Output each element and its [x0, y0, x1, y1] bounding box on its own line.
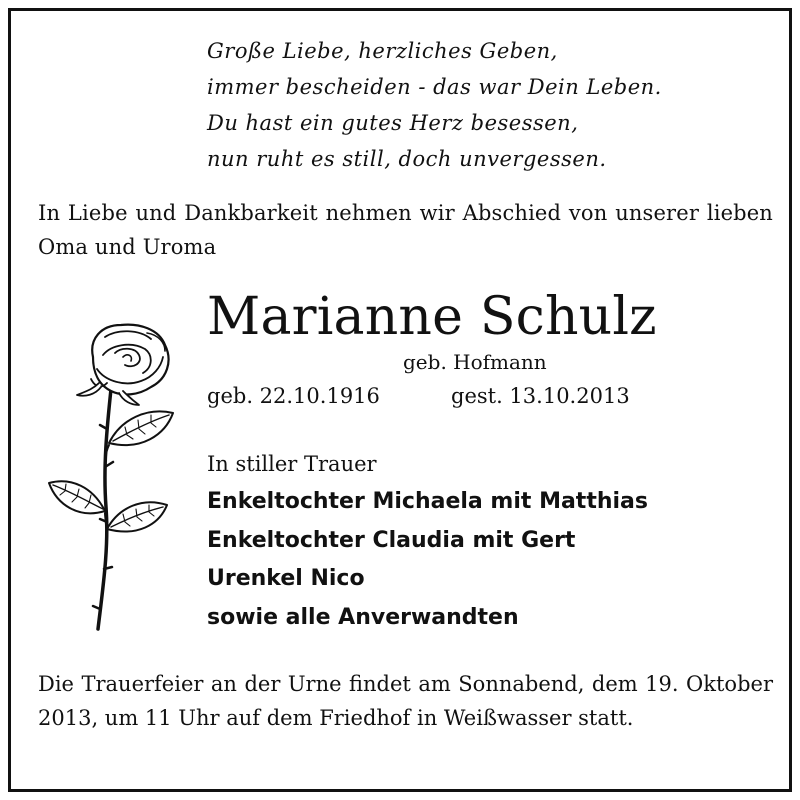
- maiden-name: geb. Hofmann: [403, 350, 547, 374]
- poem-line: Du hast ein gutes Herz besessen,: [207, 111, 579, 135]
- poem: [207, 33, 662, 177]
- obituary-notice: [8, 8, 792, 792]
- list-item: Enkeltochter Claudia mit Gert: [207, 527, 576, 553]
- poem-line: immer bescheiden - das war Dein Leben.: [207, 75, 662, 99]
- birth-date: geb. 22.10.1916: [207, 384, 380, 408]
- poem-line: Große Liebe, herzliches Geben,: [207, 39, 558, 63]
- poem-line: nun ruht es still, doch unvergessen.: [207, 147, 607, 171]
- funeral-notice: Die Trauerfeier an der Urne findet am Sonnabend, dem 19. Oktober 2013, um 11 Uhr auf dem Friedhof in Weißwasser statt.: [38, 672, 773, 730]
- death-date: gest. 13.10.2013: [451, 384, 630, 408]
- list-item: Enkeltochter Michaela mit Matthias: [207, 489, 648, 514]
- list-item: Urenkel Nico: [207, 566, 365, 591]
- mourners-list: [207, 483, 648, 637]
- mourning-label: In stiller Trauer: [207, 452, 377, 476]
- intro-text: In Liebe und Dankbarkeit nehmen wir Abschied von unserer lieben Oma und Uroma: [38, 201, 773, 259]
- deceased-name: Marianne Schulz: [207, 287, 657, 347]
- rose-icon: [35, 317, 185, 637]
- list-item: sowie alle Anverwandten: [207, 604, 519, 630]
